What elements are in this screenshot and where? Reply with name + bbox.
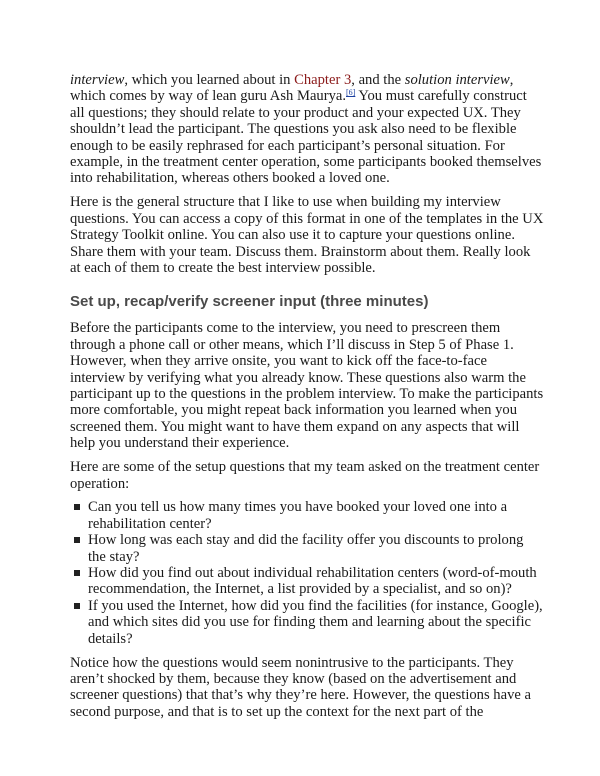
text-line: into rehabilitation, whereas others booked a loved one.: [70, 170, 390, 187]
text-line: How did you find out about individual rehabilitation centers (word-of-mouth: [88, 565, 537, 582]
text-line: screened them. You might want to have them expand on any aspects that will: [70, 418, 520, 435]
text-line: more comfortable, you might repeat back information you learned when you: [70, 402, 517, 419]
text-line: operation:: [70, 475, 130, 492]
text-line: enough to be easily rephrased for each participant’s personal situation. For: [70, 137, 505, 154]
text-line: recommendation, the Internet, a list provided by a specialist, and so on)?: [88, 581, 512, 598]
list-item: [70, 532, 540, 565]
text: solution interview: [404, 72, 510, 88]
text-line: details?: [88, 630, 133, 647]
section-heading: Set up, recap/verify screener input (three minutes): [70, 293, 429, 311]
text-line: second purpose, and that is to set up the context for the next part of the: [70, 703, 484, 720]
text-line: interview by verifying what you already know. These questions also warm the: [70, 369, 526, 386]
bullet-square-icon: [74, 537, 80, 543]
text: which comes by way of lean guru Ash Maurya.: [70, 88, 346, 105]
text-line: at each of them to create the best interview possible.: [70, 259, 376, 276]
paragraph-1: [70, 72, 540, 187]
list-item: [70, 597, 543, 647]
text-line: If you used the Internet, how did you find the facilities (for instance, Google),: [88, 597, 543, 614]
text-line: Strategy Toolkit online. You can also use it to capture your questions online.: [70, 227, 515, 244]
list-item: [70, 565, 540, 598]
paragraph-3: [70, 320, 544, 452]
text-line: and which sites did you use for finding them and learning about the specific: [88, 614, 531, 631]
list-item: [70, 499, 540, 532]
text: You must carefully construct: [355, 88, 527, 105]
text-line: However, when they arrive onsite, you want to kick off the face-to-face: [70, 353, 487, 370]
text-line: How long was each stay and did the facility offer you discounts to prolong: [88, 532, 524, 549]
chapter-3-link[interactable]: Chapter 3: [294, 72, 352, 88]
text: , which you learned about in: [124, 72, 295, 88]
text-line: through a phone call or other means, which I’ll discuss in Step 5 of Phase 1.: [70, 336, 514, 353]
text-line: Before the participants come to the interview, you need to prescreen them: [70, 320, 501, 337]
text-line: all questions; they should relate to your product and your expected UX. They: [70, 104, 521, 121]
text: , and the: [351, 72, 405, 88]
text-line: Notice how the questions would seem nonintrusive to the participants. They: [70, 654, 514, 671]
text-line: screener questions) that that’s why they’re here. However, the questions have a: [70, 687, 531, 704]
text-line: example, in the treatment center operation, some participants booked themselves: [70, 154, 542, 171]
text-line: rehabilitation center?: [88, 515, 212, 532]
text-line: shouldn’t lead the participant. The questions you ask also need to be flexible: [70, 121, 517, 138]
footnote-link[interactable]: [6]: [346, 88, 356, 98]
text-line: Share them with your team. Discuss them. Brainstorm about them. Really look: [70, 243, 531, 260]
bullet-square-icon: [74, 504, 80, 510]
bullet-square-icon: [74, 603, 80, 609]
paragraph-5: [70, 655, 540, 721]
text: ,: [509, 72, 514, 88]
text-line: the stay?: [88, 548, 140, 565]
bullet-list: [70, 499, 543, 647]
text: interview: [70, 72, 125, 88]
bullet-square-icon: [74, 570, 80, 576]
paragraph-2: [70, 194, 544, 276]
text-line: Here is the general structure that I like to use when building my interview: [70, 194, 501, 211]
text-line: Can you tell us how many times you have booked your loved one into a: [88, 499, 508, 516]
text-line: aren’t shocked by them, because they know (based on the advertisement and: [70, 671, 517, 687]
text-line: questions. You can access a copy of this format in one of the templates in the UX: [70, 210, 544, 227]
paragraph-4: [70, 459, 540, 492]
text-line: participant up to the questions in the problem interview. To make the participants: [70, 386, 544, 402]
text-line: Here are some of the setup questions that my team asked on the treatment center: [70, 459, 540, 476]
text-line: help you understand their experience.: [70, 435, 290, 452]
document-page: [70, 72, 544, 728]
